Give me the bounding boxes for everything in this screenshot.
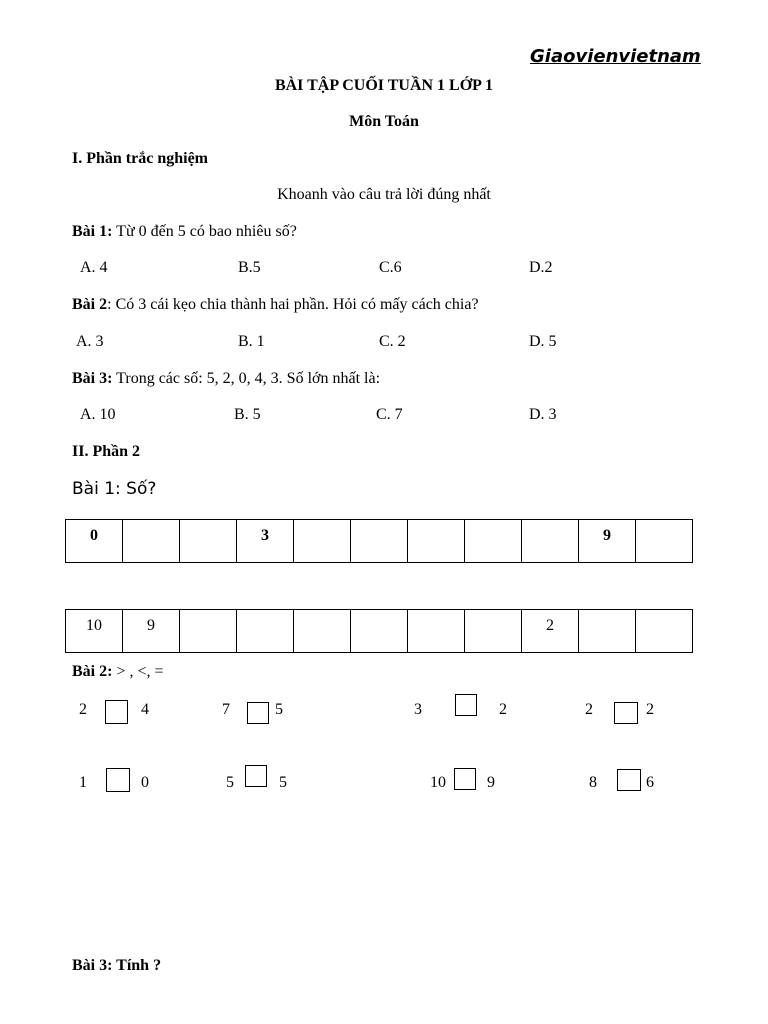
number-cell[interactable] xyxy=(123,520,180,563)
option-d: D. 5 xyxy=(529,333,557,350)
compare-right: 2 xyxy=(646,701,654,718)
number-cell[interactable] xyxy=(294,520,351,563)
compare-left: 8 xyxy=(589,774,597,791)
number-cell[interactable] xyxy=(294,610,351,653)
question-text: : Có 3 cái kẹo chia thành hai phần. Hỏi có mấy cách chia? xyxy=(107,296,479,313)
option-a: A. 4 xyxy=(80,259,108,276)
option-b: B. 5 xyxy=(234,406,261,423)
compare-right: 2 xyxy=(499,701,507,718)
option-b: B. 1 xyxy=(238,333,265,350)
number-cell[interactable] xyxy=(351,610,408,653)
number-cell[interactable] xyxy=(180,520,237,563)
number-cell[interactable] xyxy=(522,520,579,563)
section2-heading: II. Phần 2 xyxy=(72,443,141,460)
option-c: C. 2 xyxy=(379,333,406,350)
section1-heading: I. Phần trắc nghiệm xyxy=(72,150,208,167)
compare-box[interactable] xyxy=(105,700,128,724)
number-cell: 9 xyxy=(123,610,180,653)
number-cell[interactable] xyxy=(579,610,636,653)
subject-title: Môn Toán xyxy=(349,113,419,130)
compare-box[interactable] xyxy=(454,768,476,790)
bai2-text: > , <, = xyxy=(112,663,164,680)
number-cell: 0 xyxy=(66,520,123,563)
compare-box[interactable] xyxy=(617,769,641,791)
question-label: Bài 1: xyxy=(72,223,113,240)
compare-left: 10 xyxy=(430,774,446,791)
number-cell[interactable] xyxy=(636,520,693,563)
bai2-heading xyxy=(72,663,164,681)
question-label: Bài 2 xyxy=(72,296,108,313)
compare-box[interactable] xyxy=(245,765,267,787)
number-cell: 3 xyxy=(237,520,294,563)
question-label: Bài 3: xyxy=(72,370,113,387)
number-cell[interactable] xyxy=(351,520,408,563)
compare-left: 2 xyxy=(79,701,87,718)
number-cell[interactable] xyxy=(465,520,522,563)
compare-left: 2 xyxy=(585,701,593,718)
compare-box[interactable] xyxy=(614,702,638,724)
number-cell[interactable] xyxy=(408,520,465,563)
bai3-title: Bài 3: Tính ? xyxy=(72,957,162,974)
option-c: C. 7 xyxy=(376,406,403,423)
question-3 xyxy=(72,370,380,388)
question-1 xyxy=(72,223,297,241)
number-cell: 10 xyxy=(66,610,123,653)
compare-left: 3 xyxy=(414,701,422,718)
compare-box[interactable] xyxy=(247,702,269,724)
question-text: Trong các số: 5, 2, 0, 4, 3. Số lớn nhất là: xyxy=(112,370,381,387)
compare-left: 5 xyxy=(226,774,234,791)
compare-right: 6 xyxy=(646,774,654,791)
page-title: BÀI TẬP CUỐI TUẦN 1 LỚP 1 xyxy=(274,77,494,94)
question-text: Từ 0 đến 5 có bao nhiêu số? xyxy=(112,223,297,240)
instruction: Khoanh vào câu trả lời đúng nhất xyxy=(277,186,491,203)
number-cell: 2 xyxy=(522,610,579,653)
bai2-label: Bài 2: xyxy=(72,663,113,680)
compare-left: 7 xyxy=(222,701,230,718)
number-cell[interactable] xyxy=(237,610,294,653)
option-a: A. 3 xyxy=(76,333,104,350)
bai1-title: Bài 1: Số? xyxy=(72,479,157,499)
number-table-2 xyxy=(65,609,693,653)
compare-right: 5 xyxy=(275,701,283,718)
brand-watermark: Giaovienvietnam xyxy=(530,46,701,67)
compare-right: 0 xyxy=(141,774,149,791)
number-cell[interactable] xyxy=(408,610,465,653)
compare-left: 1 xyxy=(79,774,87,791)
number-cell[interactable] xyxy=(636,610,693,653)
option-d: D. 3 xyxy=(529,406,557,423)
question-2 xyxy=(72,296,479,314)
compare-right: 4 xyxy=(141,701,149,718)
number-cell[interactable] xyxy=(465,610,522,653)
compare-box[interactable] xyxy=(106,768,130,792)
compare-right: 9 xyxy=(487,774,495,791)
compare-box[interactable] xyxy=(455,694,477,716)
option-c: C.6 xyxy=(379,259,402,276)
number-cell[interactable] xyxy=(180,610,237,653)
option-b: B.5 xyxy=(238,259,261,276)
option-a: A. 10 xyxy=(80,406,116,423)
compare-right: 5 xyxy=(279,774,287,791)
option-d: D.2 xyxy=(529,259,553,276)
number-cell: 9 xyxy=(579,520,636,563)
number-table-1 xyxy=(65,519,693,563)
